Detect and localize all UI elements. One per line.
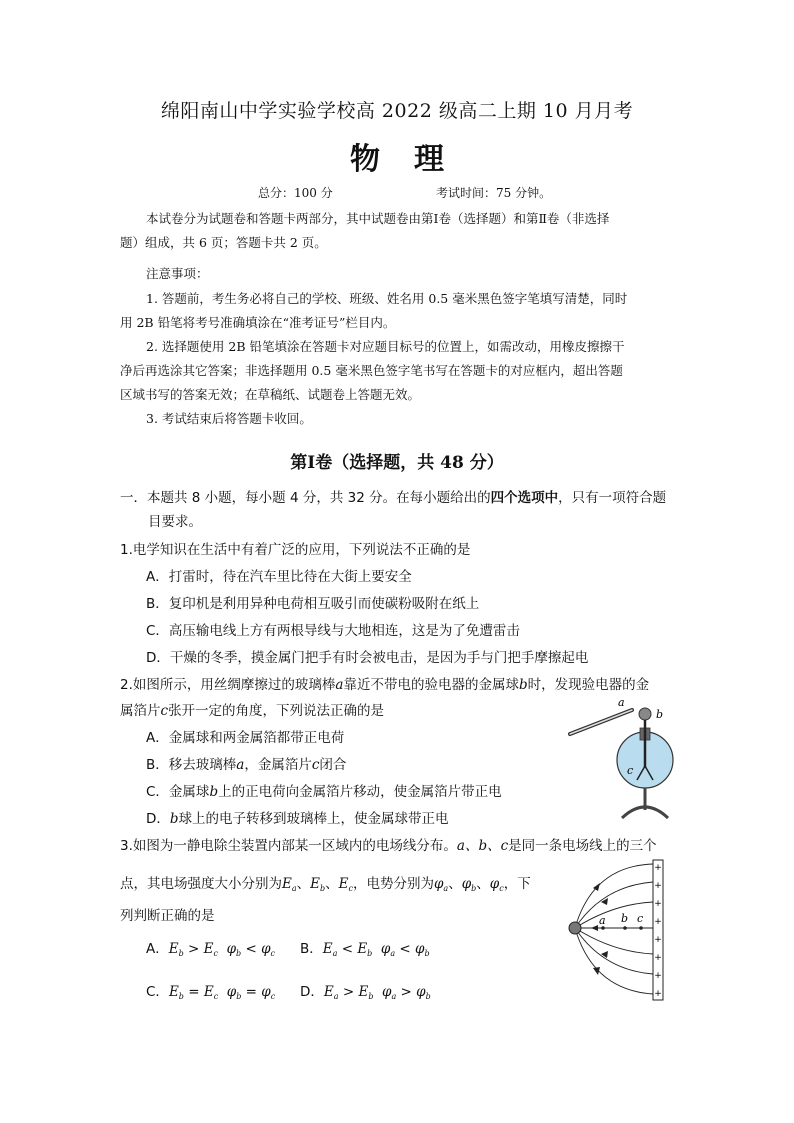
q3-option-d: D．$E_a > E_b$ $\varphi_a > \varphi_b$ xyxy=(300,984,431,1001)
foil-label-c: c xyxy=(627,764,634,777)
section-title: 第Ⅰ卷（选择题，共 48 分） xyxy=(290,453,504,473)
q3-option-b: B．$E_a < E_b$ $\varphi_a < \varphi_b$ xyxy=(300,941,430,958)
q3-stem-line-3: 列判断正确的是 xyxy=(120,908,215,924)
q1-option-c: C．高压输电线上方有两根导线与大地相连，这是为了免遭雷击 xyxy=(146,623,520,639)
q2-option-d: D．b球上的电子转移到玻璃棒上，使金属球带正电 xyxy=(146,811,449,827)
q2-option-c: C．金属球b上的正电荷向金属箔片移动，使金属箔片带正电 xyxy=(146,784,502,800)
q3-stem-line-1: 3.如图为一静电除尘装置内部某一区域内的电场线分布。a、b、c是同一条电场线上的三个 xyxy=(120,838,657,854)
svg-text:+: + xyxy=(654,917,662,927)
exam-time: 考试时间：75 分钟。 xyxy=(436,186,552,200)
q2-stem-line-2: 属箔片c张开一定的角度，下列说法正确的是 xyxy=(120,703,385,719)
q1-stem: 1.电学知识在生活中有着广泛的应用，下列说法不正确的是 xyxy=(120,542,471,558)
svg-text:+: + xyxy=(654,863,662,873)
q3-option-c: C．$E_b = E_c$ $\varphi_b = \varphi_c$ xyxy=(146,984,276,1001)
q2-option-a: A．金属球和两金属箔都带正电荷 xyxy=(146,730,345,746)
rod-label-a: a xyxy=(618,696,625,709)
metal-ball-b xyxy=(639,708,651,720)
notice-2-line-1: 2. 选择题使用 2B 铅笔填涂在答题卡对应题目标号的位置上，如需改动，用橡皮擦擦干 xyxy=(146,339,625,354)
point-c-label: c xyxy=(637,912,644,925)
field-lines-figure xyxy=(563,858,681,1002)
q1-option-d: D．干燥的冬季，摸金属门把手有时会被电击，是因为手与门把手摩擦起电 xyxy=(146,650,589,666)
q2-stem-line-1: 2.如图所示，用丝绸摩擦过的玻璃棒a靠近不带电的验电器的金属球b时，发现验电器的金 xyxy=(120,677,650,693)
svg-text:+: + xyxy=(654,989,662,999)
notice-1-line-1: 1. 答题前，考生务必将自己的学校、班级、姓名用 0.5 毫米黑色签字笔填写清楚，同时 xyxy=(146,291,628,306)
notice-3: 3. 考试结束后将答题卡收回。 xyxy=(146,411,312,426)
svg-text:+: + xyxy=(654,971,662,981)
svg-text:+: + xyxy=(654,881,662,891)
q3-stem-line-2: 点，其电场强度大小分别为$E_a$、$E_b$、$E_c$，电势分别为$\varphi_a$、$\varphi_b$、$\varphi_c$，下 xyxy=(120,876,531,893)
q1-option-b: B．复印机是利用异种电荷相互吸引而使碳粉吸附在纸上 xyxy=(146,596,480,612)
section-instructions-line-2: 目要求。 xyxy=(148,514,202,530)
exam-title: 绵阳南山中学实验学校高 2022 级高二上期 10 月月考 xyxy=(160,100,634,122)
notice-2-line-2: 净后再选涂其它答案；非选择题用 0.5 毫米黑色签字笔书写在答题卡的对应框内，超出答题 xyxy=(120,363,623,378)
total-score: 总分：100 分 xyxy=(258,186,333,200)
intro-line-2: 题）组成，共 6 页；答题卡共 2 页。 xyxy=(120,235,327,250)
notice-2-line-3: 区域书写的答案无效；在草稿纸、试题卷上答题无效。 xyxy=(120,387,421,402)
notice-label: 注意事项： xyxy=(146,266,209,281)
intro-line-1: 本试卷分为试题卷和答题卡两部分，其中试题卷由第Ⅰ卷（选择题）和第Ⅱ卷（非选择 xyxy=(146,211,610,226)
q1-option-a: A．打雷时，待在汽车里比待在大街上要安全 xyxy=(146,569,412,585)
section-instructions-line-1: 一．本题共 8 小题，每小题 4 分，共 32 分。在每小题给出的四个选项中，只有一项符合题 xyxy=(120,490,667,506)
point-b-label: b xyxy=(621,912,629,925)
electroscope-figure xyxy=(560,692,680,822)
svg-text:+: + xyxy=(654,899,662,909)
svg-text:+: + xyxy=(654,935,662,945)
subject-title: 物理 xyxy=(350,142,478,177)
notice-1-line-2: 用 2B 铅笔将考号准确填涂在“准考证号”栏目内。 xyxy=(120,315,396,330)
ball-label-b: b xyxy=(656,708,664,721)
q3-option-a: A．$E_b > E_c$ $\varphi_b < \varphi_c$ xyxy=(146,941,275,958)
negative-sphere xyxy=(569,922,581,934)
q2-option-b: B．移去玻璃棒a，金属箔片c闭合 xyxy=(146,757,347,773)
svg-text:+: + xyxy=(654,953,662,963)
point-a-label: a xyxy=(599,914,606,927)
